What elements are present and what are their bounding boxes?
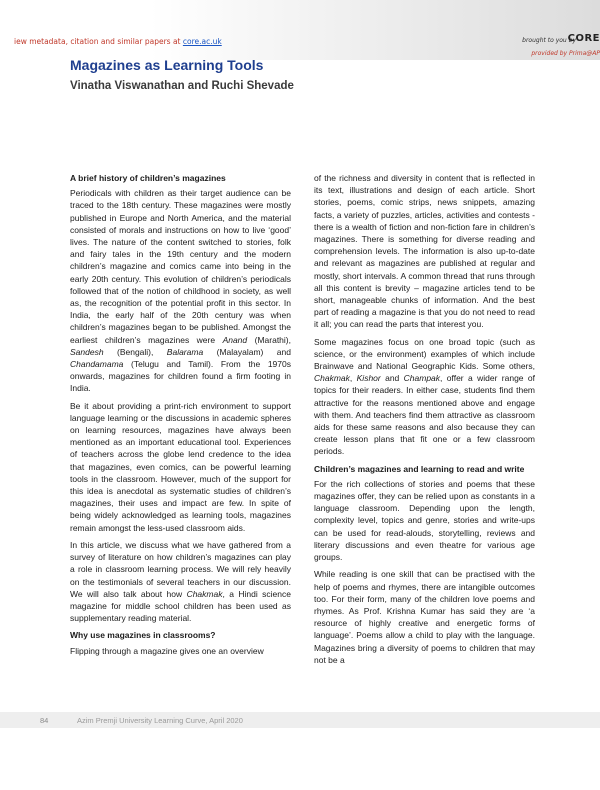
left-column (70, 172, 291, 662)
core-link[interactable]: core.ac.uk (182, 37, 222, 46)
page-number: 84 (40, 716, 49, 725)
metadata-notice (14, 37, 222, 46)
paragraph-richness: of the richness and diversity in content that is reflected in its text, illustrations and design of each article. Short stories, poems, comic strips, news snippets, amazing facts, a variety of puzzles, articles, activities and contests - there is a wealth of fiction and non-fiction fare in children’s magazines. There is something for diverse reading and comprehension levels. The information is also up-to-date and relevant as magazines are published at regular and mostly, short intervals. A common thread that runs through all this content is brevity – magazine articles tend to be short, manageable chunks of information. And the best part of reading a magazine is that you do not need to read it all; you can read the parts that interest you. (314, 173, 535, 330)
core-logo[interactable]: CORE (567, 33, 600, 44)
article-authors: Vinatha Viswanathan and Ruchi Shevade (70, 80, 294, 92)
section-heading-reading: Children’s magazines and learning to read and write (314, 463, 525, 474)
paragraph-educational-tool: Be it about providing a print-rich environment to support language learning or the discussions in academic spheres on learning resources, magazines have always been mentioned as an important educational tool. Experiences of teachers across the globe lend credence to the idea that magazines, even comics, can be powerful learning tools in the classroom. However, much of the support for this idea is anecdotal as systematic studies of children’s magazines, their uses and impact are few. In spite of being widely acknowledged as learning tools, magazines remain amongst the less-used classroom aids. (70, 400, 291, 533)
paragraph-history: Periodicals with children as their target audience can be traced to the 18th century. These magazines were mostly published in Europe and North America, and the material consisted of morals and instructions on how to live ‘good’ lives. The nature of the content switched to stories, folk and fairy tales in the 19th century and the modern children’s magazine and comics came into being in the early 20th century. This evolution of children’s periodicals followed that of the notion of childhood in society, as well as, the recognition of the potential profit in this sector. In India, the early half of the 20th century was when children’s magazines began to be published. Amongst the earliest children’s magazines were Anand (Marathi), Sandesh (Bengali), Balarama (Malayalam) and Chandamama (Telugu and Tamil). From the 1970s onwards, magazines for children found a firm footing in India. (70, 188, 291, 394)
metadata-prefix: iew metadata, citation and similar papers at (14, 37, 183, 46)
right-column (314, 172, 535, 671)
paragraph-why-start: Flipping through a magazine gives one an overview (70, 645, 264, 656)
paragraph-poems: While reading is one skill that can be practised with the help of poems and rhymes, there are intangible outcomes too. For their form, many of the children love poems and rhymes. As Prof. Krishna Kumar has said they are ‘a resource of highly creative and energetic forms of language’. Poems allow a child to play with the language. Magazines bring a diversity of poems to children that may not be a (314, 569, 535, 665)
top-banner (0, 0, 600, 60)
section-heading-history: A brief history of children’s magazines (70, 173, 226, 183)
provided-by-label[interactable]: provided by Prima@AP (531, 50, 600, 57)
section-heading-why: Why use magazines in classrooms? (70, 630, 216, 641)
paragraph-topics: Some magazines focus on one broad topic (such as science, or the environment) examples of which include Brainwave and National Geographic Kids. Some others, Chakmak, Kishor and Champak, offer a wider range of topics for their readers. In either case, students find them attractive for the reasons mentioned above and engage with them. And teachers find them attractive as classroom aids for these same reasons and also because they can create lesson plans that fit one or a few classroom periods. (314, 336, 535, 457)
footer-publication: Azim Premji University Learning Curve, April 2020 (77, 716, 243, 725)
article-title: Magazines as Learning Tools (70, 57, 264, 73)
paragraph-article-scope: In this article, we discuss what we have gathered from a survey of literature on how children’s magazines can play a role in classroom learning process. We will rely heavily on the testimonials of several teachers in our discussion. We will also talk about how Chakmak, a Hindi science magazine for middle school children has been used as supplementary reading material. (70, 539, 291, 624)
brought-by-label: brought to you by (522, 37, 576, 44)
paragraph-language-classroom: For the rich collections of stories and poems that these magazines offer, they can be relied upon as constants in a language classroom. Depending upon the length, complexity level, topics and genre, stories and write-ups can be used for read-alouds, storytelling, reviews and literary discussions and even theatre for various age groups. (314, 478, 535, 563)
